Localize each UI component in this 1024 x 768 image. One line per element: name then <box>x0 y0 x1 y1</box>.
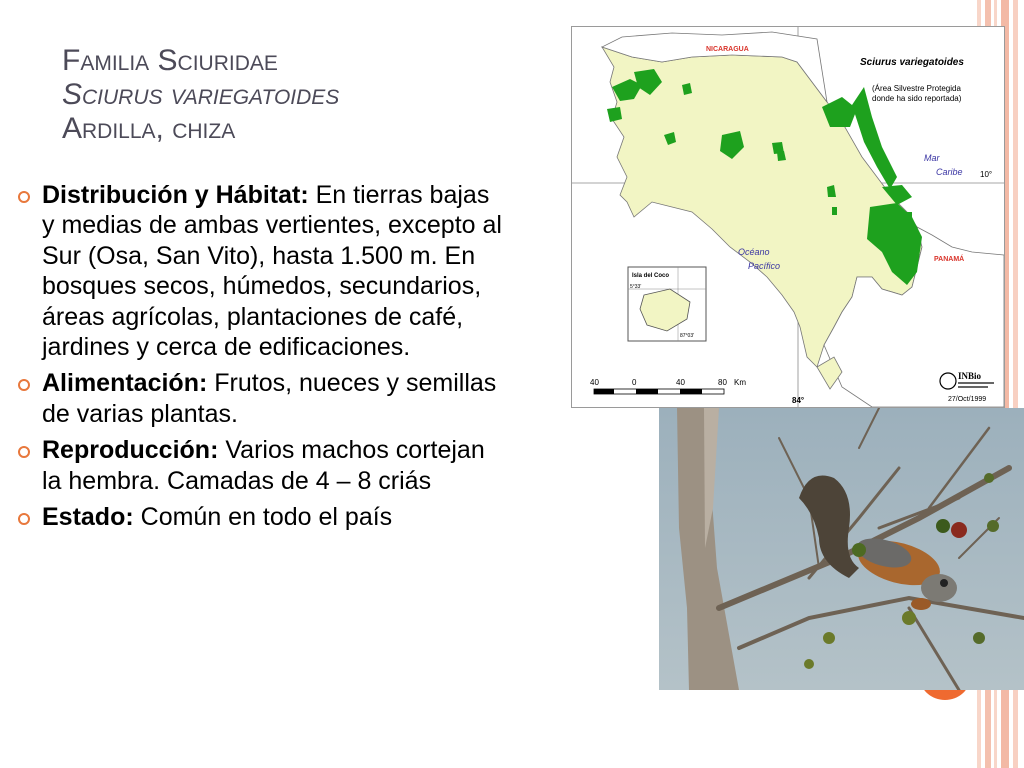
svg-text:Pacífico: Pacífico <box>748 261 781 271</box>
scale-bar <box>590 378 746 394</box>
bullet-text: Común en todo el país <box>133 503 393 532</box>
bullet-icon <box>18 446 30 458</box>
svg-text:0: 0 <box>632 378 637 387</box>
svg-text:5°33': 5°33' <box>630 284 642 290</box>
label-species: Sciurus variegatoides <box>860 57 964 68</box>
bullet-text: En tierras bajas y medias de ambas vertientes, excepto al Sur (Osa, San Vito), hasta 1.500 m. En bosques secos, húmedos, secundarios, áreas agrícolas, plantaciones de café, jardines y cerca de edificaciones. <box>42 181 502 362</box>
svg-text:Mar: Mar <box>924 153 940 163</box>
bullet-text: Varios machos cortejan la hembra. Camadas de 4 – 8 criás <box>42 436 485 495</box>
bullet-icon <box>18 379 30 391</box>
svg-text:27/Oct/1999: 27/Oct/1999 <box>948 396 987 403</box>
bullet-icon <box>18 513 30 525</box>
svg-text:PANAMÁ: PANAMÁ <box>934 256 965 263</box>
svg-text:10°: 10° <box>980 170 993 179</box>
title-common-name: Ardilla, chiza <box>62 112 236 145</box>
svg-text:80: 80 <box>718 378 727 387</box>
squirrel-photo <box>659 408 1024 690</box>
label-nicaragua: NICARAGUA <box>706 46 749 53</box>
distribution-map <box>571 26 1005 408</box>
svg-text:40: 40 <box>590 378 599 387</box>
bullet-icon <box>18 191 30 203</box>
bullet-distribution <box>18 180 508 362</box>
svg-text:(Área Silvestre Protegida: (Área Silvestre Protegida <box>872 84 961 93</box>
bullet-reproduction <box>18 435 508 496</box>
bullet-label: Distribución y Hábitat: <box>42 181 309 209</box>
inset-isla-del-coco <box>628 267 706 341</box>
svg-text:87°03': 87°03' <box>680 333 695 339</box>
bullet-label: Alimentación: <box>42 369 208 398</box>
svg-text:INBio: INBio <box>958 371 982 381</box>
svg-text:Isla del Coco: Isla del Coco <box>632 273 670 279</box>
svg-text:donde ha sido reportada): donde ha sido reportada) <box>872 94 962 103</box>
bullet-label: Estado: <box>42 503 134 532</box>
bullet-status <box>18 502 508 532</box>
bullet-text: Frutos, nueces y semillas de varias plantas. <box>42 369 497 428</box>
svg-text:Km: Km <box>734 378 746 387</box>
bullet-food <box>18 368 508 429</box>
svg-text:40: 40 <box>676 378 685 387</box>
title-species: Sciurus variegatoides <box>62 78 340 111</box>
svg-text:Océano: Océano <box>738 247 770 257</box>
slide-title <box>62 44 339 146</box>
svg-text:Caribe: Caribe <box>936 167 963 177</box>
bullet-list <box>18 180 508 538</box>
title-family: Familia Sciuridae <box>62 44 278 77</box>
svg-text:84°: 84° <box>792 396 805 405</box>
bullet-label: Reproducción: <box>42 436 219 465</box>
